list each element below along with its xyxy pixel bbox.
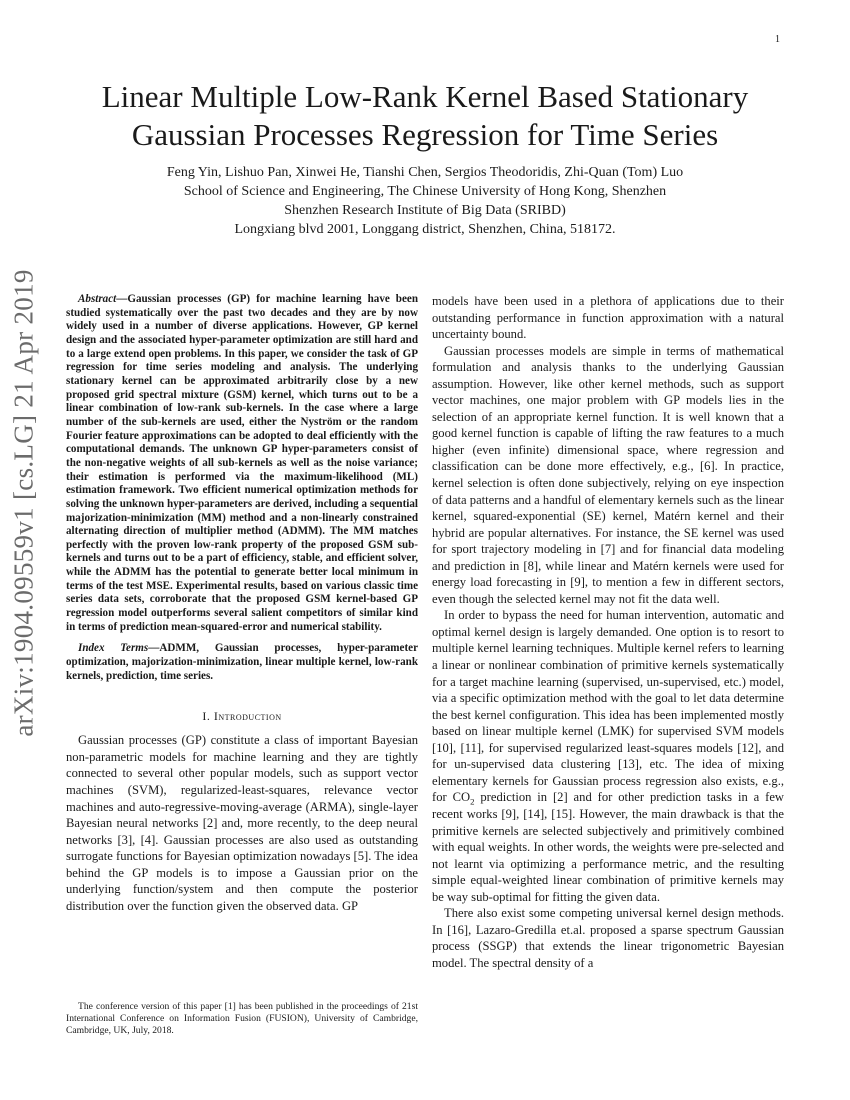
right-column <box>432 293 784 971</box>
author-names: Feng Yin, Lishuo Pan, Xinwei He, Tianshi Chen, Sergios Theodoridis, Zhi-Quan (Tom) Luo <box>166 165 684 180</box>
intro-paragraph-3-part-a: In order to bypass the need for human intervention, automatic and optimal kernel design is largely demanded. One option is to resort to multiple kernel learning techniques. Multiple kernel refers to learning a linear or nonlinear combination of primitive kernels systematically for a target machine learning (supervised, un-supervised, etc.) model, via a specific optimization method with the goal to let data determine the best kernel configuration. This idea has been implemented mostly based on linear multiple kernel (LMK) for supervised SVM models [10], [11], for supervised regularized least-squares models [12], and for un-supervised data clustering [13], etc. The idea of mixing elementary kernels for Gaussian process regression also exists, e.g., for CO <box>432 608 784 805</box>
co2-subscript: 2 <box>470 796 475 807</box>
intro-paragraph-2: Gaussian processes models are simple in terms of mathematical formulation and analysis thanks to the underlying Gaussian assumption. However, like other kernel methods, such as support vector machines, one major problem with GP models lies in the selection of an appropriate kernel function. It is well known that a good kernel function is capable of lifting the raw features to a much higher (even infinite) dimensional space, where regression and classification can be done more effectively, e.g., [6]. In practice, kernel selection is often done subjectively, relying on eye inspection of data patterns and a handful of elementary kernels such as the linear kernel, squared-exponential (SE) kernel, Matérn kernel and their hybrid are popular alternatives. For instance, the SE kernel was used for sport trajectory modeling in [7] and for financial data modeling and prediction in [8], while linear and Matérn kernels were used for energy load forecasting in [9], to mention a few in different sectors, even though the selected kernel may not fit the data well. <box>432 343 784 606</box>
section-title: Introduction <box>213 709 282 724</box>
arxiv-identifier-text: arXiv:1904.09559v1 [cs.LG] 21 Apr 2019 <box>8 269 39 737</box>
index-terms-label: Index Terms <box>78 642 149 655</box>
index-terms <box>66 642 418 683</box>
author-address: Longxiang blvd 2001, Longgang district, Shenzhen, China, 518172. <box>234 222 616 237</box>
section-number: I. <box>202 709 214 724</box>
footnote-conference-version: The conference version of this paper [1] has been published in the proceedings of 21st International Conference on Information Fusion (FUSION), University of Cambridge, Cambridge, UK, July, 2018. <box>66 1001 418 1036</box>
intro-paragraph-4: There also exist some competing universal kernel design methods. In [16], Lazaro-Gredilla et.al. proposed a sparse spectrum Gaussian process (SSGP) that extends the linear trigonometric Bayesian model. The spectral density of a <box>432 906 784 970</box>
left-column <box>66 293 418 914</box>
abstract-label: Abstract <box>78 293 117 305</box>
page-number: 1 <box>775 34 780 45</box>
intro-paragraph-1: Gaussian processes (GP) constitute a class of important Bayesian non-parametric models for machine learning and they are tightly connected to several other popular models, such as support vector machines (SVM), regularized-least-squares, relevance vector machines and auto-regressive-moving-average (ARMA), single-layer Bayesian neural networks [2] and, more recently, to the deep neural networks [3], [4]. Gaussian processes are also used as outstanding surrogate functions for Bayesian optimization nowadays [5]. The idea behind the GP models is to impose a Gaussian prior on the underlying function/system and then compute the posterior distribution over the function given the observed data. GP <box>66 733 418 913</box>
paper-title-line-2: Gaussian Processes Regression for Time Series <box>131 117 719 152</box>
author-affiliation-1: School of Science and Engineering, The Chinese University of Hong Kong, Shenzhen <box>183 184 667 199</box>
arxiv-identifier-stamp <box>2 268 46 738</box>
abstract-text: —Gaussian processes (GP) for machine learning have been studied systematically over the past two decades and they are by now widely used in a number of diverse applications. However, GP kernel design and the associated hyper-parameter optimization are still hard and to a large extend open problems. In this paper, we consider the task of GP regression for time series modeling and analysis. The underlying stationary kernel can be approximated arbitrarily close by a new proposed grid spectral mixture (GSM) kernel, which turns out to be a linear combination of low-rank sub-kernels. In the case where a large number of the sub-kernels are used, either the Nyström or the random Fourier feature approximations can be adopted to deal efficiently with the computational demands. The unknown GP hyper-parameters consist of the non-negative weights of all sub-kernels as well as the noise variance; their estimation is performed via the maximum-likelihood (ML) estimation framework. Two efficient numerical optimization methods for solving the unknown hyper-parameters are derived, including a sequential majorization-minimization (MM) method and a non-linearly constrained alternating direction of multiplier method (ADMM). The MM matches perfectly with the proven low-rank property of the proposed GSM sub-kernels and turns out to be a part of efficiency, stable, and efficient solver, while the ADMM has the potential to generate better local minimum in terms of the test MSE. Experimental results, based on various classic time series data sets, corroborate that the proposed GSM kernel-based GP regression model outperforms several salient competitors of similar kind in terms of prediction mean-squared-error and numerical stability. <box>66 293 418 633</box>
intro-paragraph-3-part-b: prediction in [2] and for other prediction tasks in a few recent works [9], [14], [15]. However, the main drawback is that the primitive kernels are selected subjectively and primitively combined with equal weights. In other words, the weights were pre-selected and not learnt via optimizing a performance metric, and the resulting simple equal-weighted linear combination of primitive kernels may be way sub-optimal for fitting the given data. <box>432 790 785 904</box>
abstract <box>66 293 418 634</box>
intro-paragraph-continued: models have been used in a plethora of applications due to their outstanding performance in function approximation with a natural uncertainty bound. <box>432 294 784 342</box>
author-affiliation-2: Shenzhen Research Institute of Big Data (SRIBD) <box>284 203 566 218</box>
index-terms-text: —ADMM, Gaussian processes, hyper-parameter optimization, majorization-minimization, linear multiple kernel, low-rank kernels, prediction, time series. <box>66 642 419 682</box>
paper-title <box>60 78 790 154</box>
paper-title-line-1: Linear Multiple Low-Rank Kernel Based Stationary <box>101 79 749 114</box>
author-block <box>60 163 790 239</box>
intro-paragraph-3 <box>432 607 784 905</box>
section-heading-introduction <box>66 709 418 724</box>
